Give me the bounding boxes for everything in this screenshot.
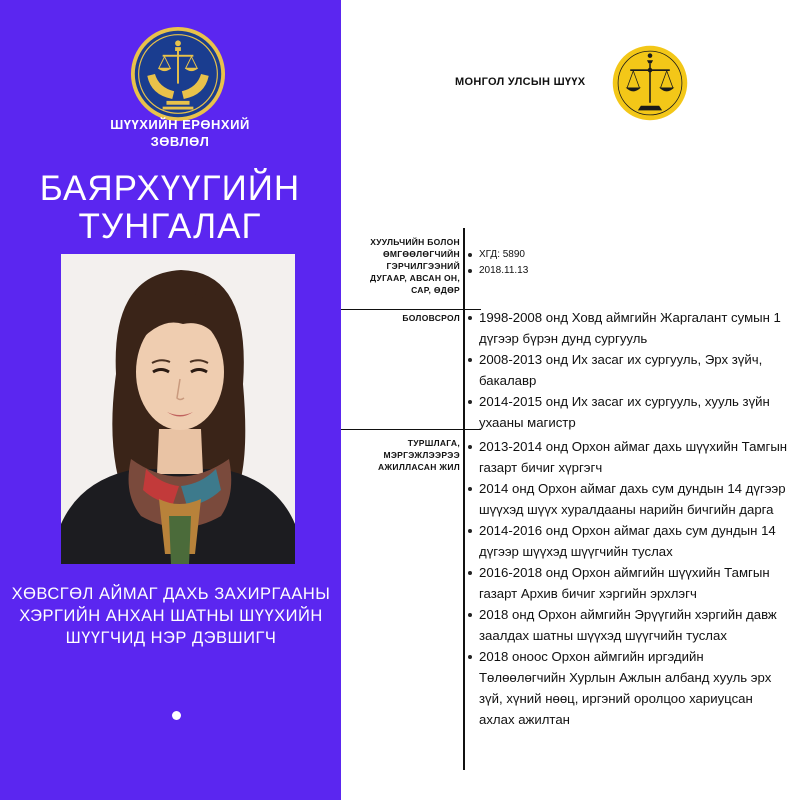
license-list bbox=[466, 247, 786, 279]
nomination-text bbox=[6, 583, 336, 649]
nomination-line1: ХӨВСГӨЛ АЙМАГ ДАХЬ ЗАХИРГААНЫ bbox=[11, 585, 331, 603]
table-row-divider bbox=[341, 429, 481, 430]
list-item: ХГД: 5890 bbox=[466, 247, 786, 263]
page-indicator-dot bbox=[172, 711, 181, 720]
education-list bbox=[466, 307, 790, 433]
license-label bbox=[343, 236, 460, 296]
court-label: МОНГОЛ УЛСЫН ШҮҮХ bbox=[455, 76, 586, 88]
license-label-line: ДУГААР, АВСАН ОН, bbox=[370, 273, 460, 283]
list-item: 2018 оноос Орхон аймгийн иргэдийн Төлөөлөгчийн Хурлын Ажлын албанд хууль эрх зүй, хүний нөөц, иргэний оролцоо хариуцсан ахлах ажилтан bbox=[466, 646, 790, 730]
profile-panel bbox=[0, 0, 341, 800]
education-label: БОЛОВСРОЛ bbox=[402, 313, 460, 323]
portrait-photo bbox=[61, 254, 295, 564]
candidate-name bbox=[20, 170, 320, 246]
license-label-line: САР, ӨДӨР bbox=[411, 285, 460, 295]
council-name-line1: ШҮҮХИЙН ЕРӨНХИЙ bbox=[110, 117, 250, 132]
council-seal-icon bbox=[130, 26, 226, 122]
list-item: 2008-2013 онд Их засаг их сургууль, Эрх зүйч, бакалавр bbox=[466, 349, 790, 391]
list-item: 2018.11.13 bbox=[466, 263, 786, 279]
list-item: 2018 онд Орхон аймгийн Эрүүгийн хэргийн давж заалдах шатны шүүхэд шүүгчийн туслах bbox=[466, 604, 790, 646]
experience-label-line: МЭРГЭЖЛЭЭРЭЭ bbox=[383, 450, 460, 460]
candidate-given-name: ТУНГАЛАГ bbox=[78, 207, 262, 246]
nomination-line2: ХЭРГИЙН АНХАН ШАТНЫ ШҮҮХИЙН bbox=[19, 607, 323, 625]
list-item: 2013-2014 онд Орхон аймаг дахь шүүхийн Тамгын газарт бичиг хүргэгч bbox=[466, 436, 790, 478]
court-scales-seal-icon bbox=[612, 45, 688, 121]
nomination-line3: ШҮҮГЧИД НЭР ДЭВШИГЧ bbox=[65, 629, 277, 647]
council-name bbox=[60, 116, 300, 150]
candidate-surname: БАЯРХҮҮГИЙН bbox=[39, 169, 301, 208]
experience-label-line: ТУРШЛАГА, bbox=[407, 438, 460, 448]
council-name-line2: ЗӨВЛӨЛ bbox=[150, 134, 210, 149]
license-label-line: ХУУЛЬЧИЙН БОЛОН bbox=[370, 237, 460, 247]
portrait-illustration-icon bbox=[61, 254, 295, 564]
experience-label bbox=[343, 437, 460, 473]
experience-list bbox=[466, 436, 790, 730]
license-label-line: ГЭРЧИЛГЭЭНИЙ bbox=[386, 261, 460, 271]
table-row-divider bbox=[341, 309, 481, 310]
experience-label-line: АЖИЛЛАСАН ЖИЛ bbox=[377, 462, 460, 472]
list-item: 2014 онд Орхон аймаг дахь сум дундын 14 дүгээр шүүхэд шүүх хуралдааны нарийн бичгийн дарга bbox=[466, 478, 790, 520]
license-label-line: ӨМГӨӨЛӨГЧИЙН bbox=[382, 249, 460, 259]
list-item: 2014-2016 онд Орхон аймаг дахь сум дундын 14 дүгээр шүүхэд шүүгчийн туслах bbox=[466, 520, 790, 562]
list-item: 1998-2008 онд Ховд аймгийн Жаргалант сумын 1 дүгээр бүрэн дунд сургууль bbox=[466, 307, 790, 349]
list-item: 2016-2018 онд Орхон аймгийн шүүхийн Тамгын газарт Архив бичиг хэргийн эрхлэгч bbox=[466, 562, 790, 604]
list-item: 2014-2015 онд Их засаг их сургууль, хууль зүйн ухааны магистр bbox=[466, 391, 790, 433]
